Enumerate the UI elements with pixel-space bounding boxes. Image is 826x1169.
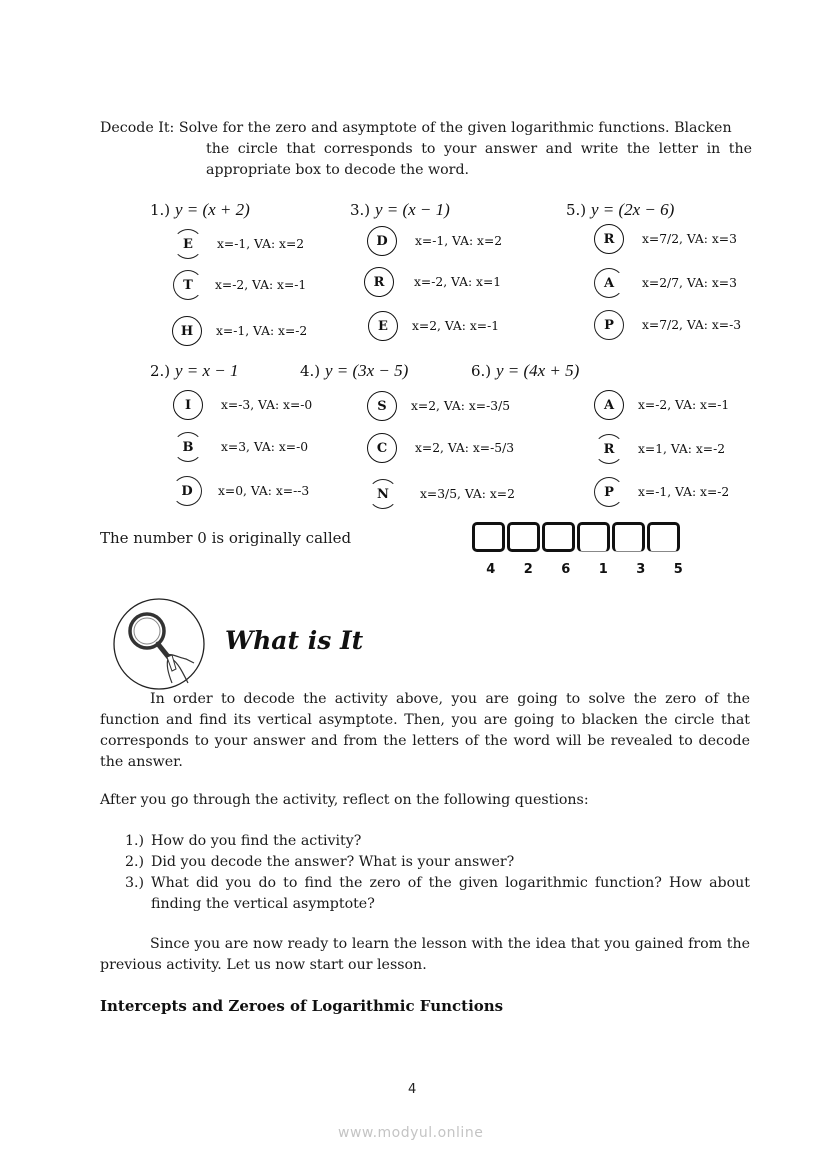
choice-text: x=0, VA: x=--3 — [218, 484, 310, 498]
reflection-question: 2.) Did you decode the answer? What is your answer? — [125, 854, 515, 870]
answer-boxes — [472, 522, 682, 552]
decode-prompt: The number 0 is originally called — [100, 529, 352, 547]
answer-box-1[interactable] — [472, 522, 505, 552]
question-number: 2.) — [150, 362, 171, 380]
choice-text: x=2/7, VA: x=3 — [642, 276, 737, 290]
magnifying-glass-hand-icon — [112, 597, 206, 691]
choice-5-P[interactable] — [594, 310, 741, 340]
question-equation: y = (3x − 5) — [324, 361, 409, 380]
choice-6-P[interactable] — [594, 477, 729, 507]
choice-4-C[interactable] — [367, 433, 514, 463]
question-number: 1.) — [150, 201, 171, 219]
question-equation: y = (x − 1) — [374, 200, 450, 219]
answer-box-4[interactable] — [577, 522, 610, 552]
choice-text: x=-2, VA: x=1 — [414, 275, 502, 289]
answer-bubble[interactable]: B — [173, 432, 203, 462]
answer-bubble[interactable]: D — [172, 476, 202, 506]
answer-box-5[interactable] — [612, 522, 645, 552]
decode-label: Decode It: — [100, 120, 175, 136]
answer-bubble[interactable]: H — [172, 316, 202, 346]
question-5 — [566, 200, 674, 220]
box-number: 4 — [486, 562, 496, 577]
box-number: 2 — [523, 562, 533, 577]
section-title: What is It — [225, 626, 364, 655]
choice-2-I[interactable] — [173, 390, 312, 420]
reflection-question: 1.) How do you find the activity? — [125, 833, 362, 849]
answer-bubble[interactable]: R — [594, 224, 624, 254]
choice-6-A[interactable] — [594, 390, 729, 420]
intro-paragraph: In order to decode the activity above, you are going to solve the zero of the function and find its vertical asymptote. Then, you are going to blacken the circle that corresponds to your answer and from the letters of the word will be revealed to decode the answer. — [100, 691, 750, 770]
choice-text: x=2, VA: x=-1 — [412, 319, 500, 333]
choice-text: x=7/2, VA: x=-3 — [642, 318, 742, 332]
choice-text: x=-2, VA: x=-1 — [215, 278, 307, 292]
answer-bubble[interactable]: S — [367, 391, 397, 421]
question-2 — [150, 361, 239, 381]
reflection-question: 3.) What did you do to find the zero of the given logarithmic function? How about finding the vertical asymptote? — [125, 875, 750, 912]
choice-text: x=-1, VA: x=2 — [415, 234, 503, 248]
choice-5-R[interactable] — [594, 224, 737, 254]
answer-bubble[interactable]: E — [368, 311, 398, 341]
transition-paragraph: Since you are now ready to learn the lesson with the idea that you gained from the previous activity. Let us now start our lesson. — [100, 936, 750, 973]
choice-1-T[interactable] — [173, 270, 306, 300]
answer-bubble[interactable]: P — [594, 310, 624, 340]
answer-bubble[interactable]: C — [367, 433, 397, 463]
box-number: 3 — [636, 562, 646, 577]
choice-text: x=2, VA: x=-5/3 — [415, 441, 515, 455]
page-number: 4 — [408, 1082, 417, 1097]
choice-text: x=-1, VA: x=-2 — [638, 485, 730, 499]
choice-3-R[interactable] — [364, 267, 501, 297]
choice-text: x=2, VA: x=-3/5 — [411, 399, 511, 413]
choice-2-D[interactable] — [172, 476, 309, 506]
answer-bubble[interactable]: R — [594, 434, 624, 464]
box-number: 1 — [598, 562, 608, 577]
instruction-line-2: the circle that corresponds to your answer and write the letter in the — [206, 141, 752, 157]
choice-3-E[interactable] — [368, 311, 499, 341]
answer-bubble[interactable]: P — [594, 477, 624, 507]
choice-text: x=-1, VA: x=-2 — [216, 324, 308, 338]
question-number: 4.) — [300, 362, 321, 380]
choice-text: x=-2, VA: x=-1 — [638, 398, 730, 412]
answer-bubble[interactable]: E — [173, 229, 203, 259]
question-4 — [300, 361, 408, 381]
answer-bubble[interactable]: N — [368, 479, 398, 509]
watermark: www.modyul.online — [338, 1125, 484, 1141]
choice-1-E[interactable] — [173, 229, 304, 259]
question-equation: y = (4x + 5) — [495, 361, 580, 380]
next-section-heading: Intercepts and Zeroes of Logarithmic Functions — [100, 997, 504, 1015]
question-3 — [350, 200, 450, 220]
choice-text: x=3/5, VA: x=2 — [420, 487, 515, 501]
choice-text: x=1, VA: x=-2 — [638, 442, 726, 456]
answer-bubble[interactable]: A — [594, 390, 624, 420]
question-equation: y = (x + 2) — [174, 200, 250, 219]
answer-bubble[interactable]: A — [594, 268, 624, 298]
answer-box-6[interactable] — [647, 522, 680, 552]
question-number: 3.) — [350, 201, 371, 219]
answer-box-2[interactable] — [507, 522, 540, 552]
choice-4-N[interactable] — [368, 479, 515, 509]
question-number: 5.) — [566, 201, 587, 219]
question-equation: y = (2x − 6) — [590, 200, 675, 219]
choice-2-B[interactable] — [173, 432, 308, 462]
choice-3-D[interactable] — [367, 226, 502, 256]
answer-bubble[interactable]: I — [173, 390, 203, 420]
instruction-line-1: Solve for the zero and asymptote of the given logarithmic functions. Blacken — [178, 120, 732, 136]
choice-5-A[interactable] — [594, 268, 737, 298]
choice-text: x=-3, VA: x=-0 — [221, 398, 313, 412]
answer-box-3[interactable] — [542, 522, 575, 552]
box-number: 5 — [673, 562, 683, 577]
answer-bubble[interactable]: R — [364, 267, 394, 297]
choice-text: x=3, VA: x=-0 — [221, 440, 309, 454]
question-equation: y = x − 1 — [174, 361, 239, 380]
question-number: 6.) — [471, 362, 492, 380]
choice-4-S[interactable] — [367, 391, 510, 421]
decode-instructions — [100, 118, 752, 181]
choice-text: x=7/2, VA: x=3 — [642, 232, 737, 246]
box-order-numbers — [472, 562, 697, 577]
question-1 — [150, 200, 250, 220]
question-6 — [471, 361, 579, 381]
choice-text: x=-1, VA: x=2 — [217, 237, 305, 251]
choice-6-R[interactable] — [594, 434, 725, 464]
answer-bubble[interactable]: D — [367, 226, 397, 256]
reflect-prompt: After you go through the activity, reflect on the following questions: — [100, 792, 589, 808]
reflection-questions — [125, 831, 750, 915]
answer-bubble[interactable]: T — [173, 270, 203, 300]
box-number: 6 — [561, 562, 571, 577]
choice-1-H[interactable] — [172, 316, 307, 346]
instruction-line-3: appropriate box to decode the word. — [206, 162, 470, 178]
